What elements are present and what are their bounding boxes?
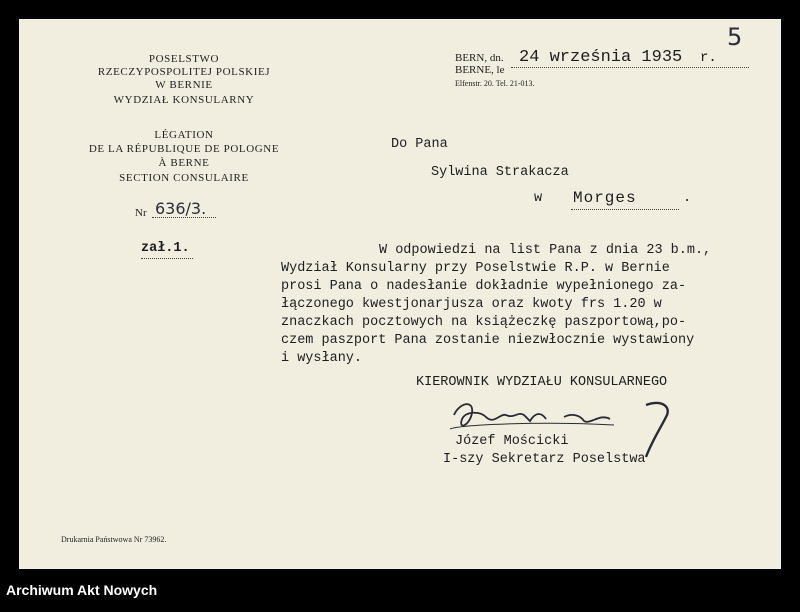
nr-value: 636/3. [155, 199, 207, 218]
attachment-label: zał.1. [141, 241, 190, 256]
header-fr-line-3: À BERNE [158, 157, 210, 169]
attachment-dotted-line [141, 258, 193, 259]
archive-name: Archiwum Akt Nowych [6, 582, 158, 598]
body-line-3: prosi Pana o nadesłanie dokładnie wypełnionego za- [281, 279, 687, 294]
header-pl-line-2: RZECZYPOSPOLITEJ POLSKIEJ [97, 66, 271, 78]
recipient-w: w [534, 191, 543, 206]
body-line-6: czem paszport Pana zostanie niezwłocznie wystawiony [281, 333, 695, 348]
body-line-1: W odpowiedzi na list Pana z dnia 23 b.m., [379, 243, 712, 258]
recipient-city: Morges [573, 189, 637, 207]
header-fr-line-2: DE LA RÉPUBLIQUE DE POLOGNE [88, 143, 280, 155]
body-line-4: łączonego kwestjonarjusza oraz kwoty frs 1.20 w [281, 297, 662, 312]
address-line: Elfenstr. 20. Tel. 21-013. [455, 79, 535, 88]
recipient-city-dot: . [683, 191, 692, 206]
body-line-5: znaczkach pocztowych na książeczkę paszportową,po- [281, 315, 687, 330]
printer-note: Drukarnia Państwowa Nr 73962. [61, 535, 167, 544]
signer-name: Józef Mościcki [455, 434, 569, 449]
place-bern: BERN, dn. [455, 52, 504, 64]
document-page [19, 19, 781, 569]
header-pl-line-4: WYDZIAŁ KONSULARNY [113, 94, 255, 106]
date-dotted-line [511, 67, 749, 68]
recipient-name: Sylwina Strakacza [431, 165, 569, 180]
header-pl-line-3: W BERNIE [155, 79, 213, 91]
date-value: 24 września 1935 [519, 48, 683, 67]
city-dotted-line [571, 209, 679, 210]
header-fr-line-1: LÉGATION [154, 129, 214, 141]
signature-title: KIEROWNIK WYDZIAŁU KONSULARNEGO [416, 375, 668, 390]
header-pl-line-1: POSELSTWO [148, 53, 220, 65]
place-berne: BERNE, le [455, 64, 505, 76]
nr-label: Nr [135, 207, 147, 219]
page-number: 5 [727, 23, 743, 51]
body-line-7: i wysłany. [281, 351, 363, 366]
body-line-2: Wydział Konsularny przy Poselstwie R.P. w Bernie [281, 261, 670, 276]
recipient-salutation: Do Pana [391, 137, 448, 152]
signer-role: I-szy Sekretarz Poselstwa [443, 452, 646, 467]
date-r: r. [700, 50, 717, 66]
archive-footer [0, 572, 800, 612]
header-fr-line-4: SECTION CONSULAIRE [119, 172, 249, 184]
